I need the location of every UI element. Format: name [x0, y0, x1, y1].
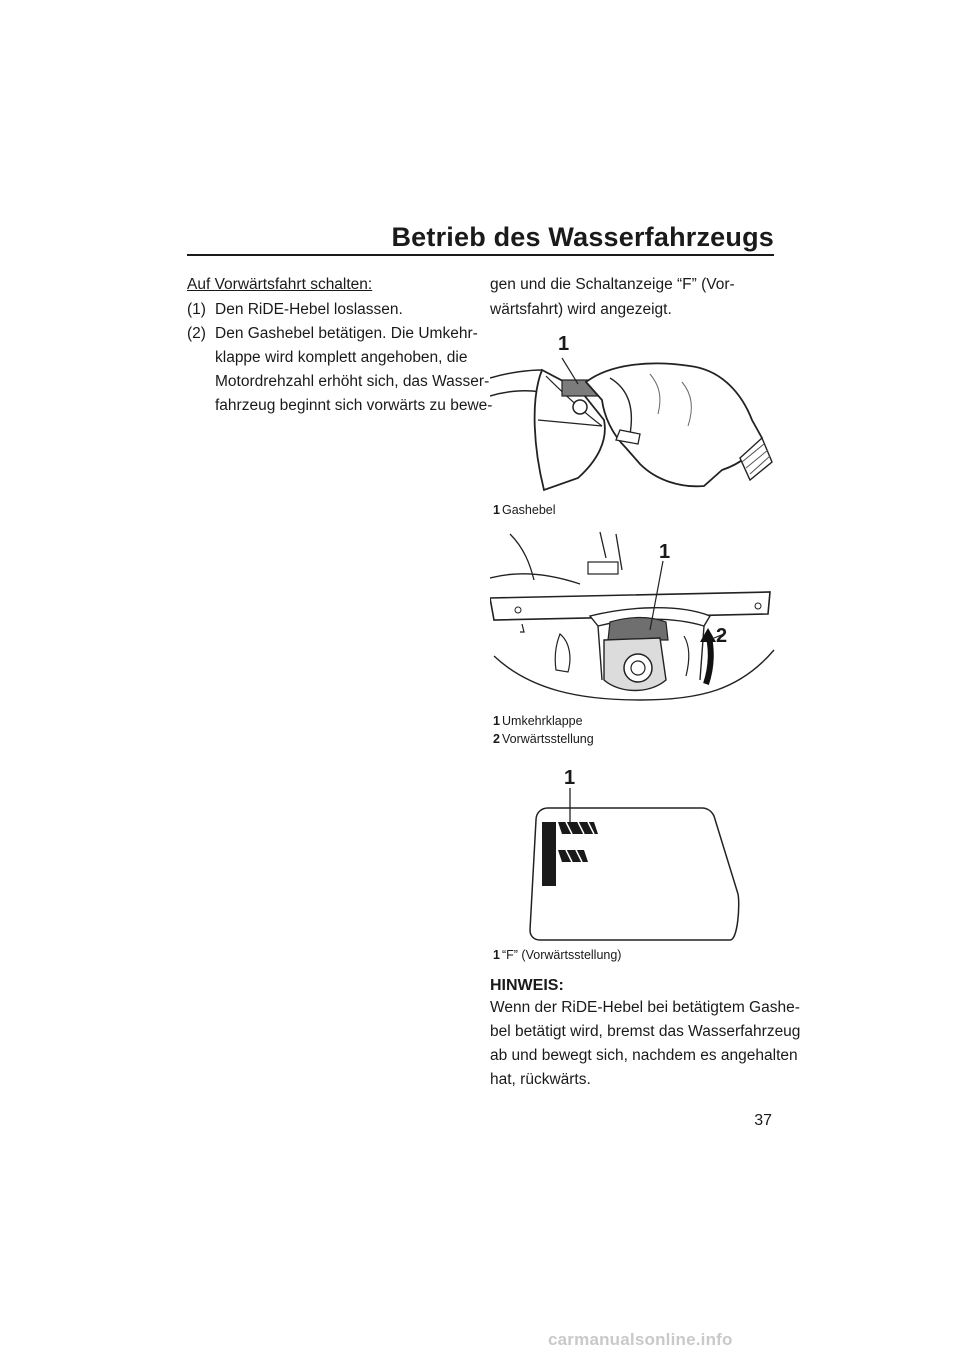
note-line: Wenn der RiDE-Hebel bei betätigtem Gashe- [490, 999, 800, 1016]
step-2 [187, 322, 478, 347]
step-number: (1) [187, 301, 206, 318]
figure-callout: 2 [716, 625, 728, 647]
caption-text: Umkehrklappe [502, 714, 583, 728]
section-subheading: Auf Vorwärtsfahrt schalten: [187, 276, 373, 293]
step-number: (2) [187, 325, 206, 342]
caption-number: 2 [493, 732, 500, 746]
step-text-line: klappe wird komplett angehoben, die [215, 349, 468, 366]
caption-number: 1 [493, 714, 500, 728]
figure-callout: 1 [564, 767, 576, 789]
figure-caption [493, 503, 556, 517]
watermark: carmanualsonline.info [548, 1330, 733, 1349]
note-line: hat, rückwärts. [490, 1071, 591, 1088]
caption-text: Vorwärtsstellung [502, 732, 594, 746]
figure-caption [493, 732, 594, 746]
header-rule [187, 254, 774, 256]
step-text-line: fahrzeug beginnt sich vorwärts zu bewe- [215, 397, 493, 414]
caption-text: “F” (Vorwärtsstellung) [502, 948, 622, 962]
throttle-lever-illustration [490, 330, 780, 500]
step-text-line: Motordrehzahl erhöht sich, das Wasser- [215, 373, 490, 390]
figure-caption [493, 948, 621, 962]
step-text: Den RiDE-Hebel loslassen. [215, 301, 403, 318]
note-line: ab und bewegt sich, nachdem es angehalten [490, 1047, 798, 1064]
shift-indicator-illustration [490, 764, 750, 944]
caption-text: Gashebel [502, 503, 556, 517]
step-text: Den Gashebel betätigen. Die Umkehr- [215, 325, 478, 342]
reverse-gate-illustration [490, 530, 780, 705]
page-title: Betrieb des Wasserfahrzeugs [391, 222, 774, 252]
note-title: HINWEIS: [490, 977, 564, 994]
step-text-line: wärtsfahrt) wird angezeigt. [490, 301, 672, 318]
page-number: 37 [754, 1112, 772, 1129]
step-text-line: gen und die Schaltanzeige “F” (Vor- [490, 276, 735, 293]
figure-caption [493, 714, 583, 728]
step-1 [187, 298, 403, 323]
caption-number: 1 [493, 503, 500, 517]
caption-number: 1 [493, 948, 500, 962]
note-line: bel betätigt wird, bremst das Wasserfahrzeug [490, 1023, 801, 1040]
figure-callout: 1 [659, 541, 671, 563]
figure-callout: 1 [558, 333, 570, 355]
